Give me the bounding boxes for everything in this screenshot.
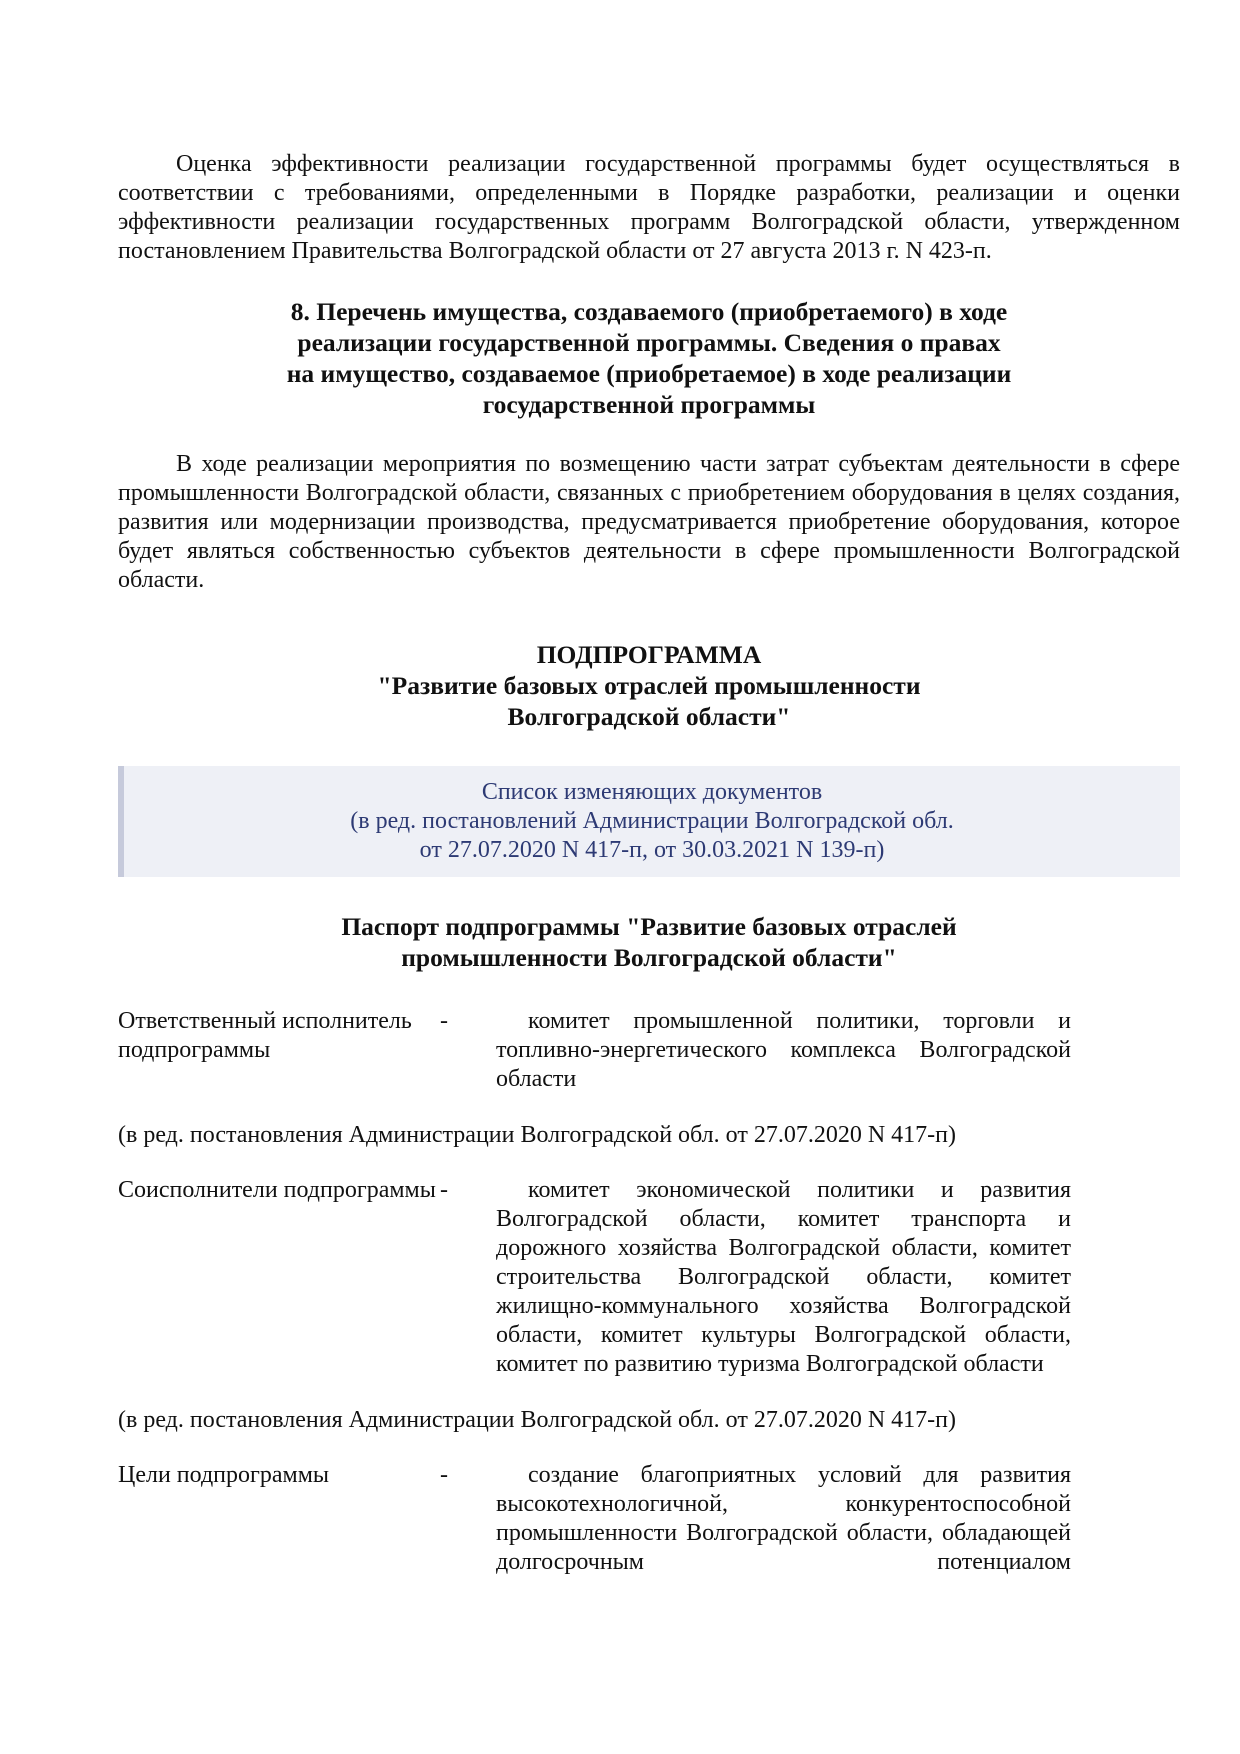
row-value: комитет промышленной политики, торговли и топливно-энергетического комплекса Волгоградской области — [496, 1008, 1071, 1092]
passport-title-line: Паспорт подпрограммы "Развитие базовых отраслей — [341, 912, 957, 941]
document-page — [118, 150, 1180, 1577]
row-value: создание благоприятных условий для развития высокотехнологичной, конкурентоспособной промышленности Волгоградской области, обладающей долгосрочным потенциалом — [496, 1462, 1071, 1575]
row-dash: - — [440, 1008, 448, 1034]
passport-title — [118, 911, 1180, 973]
section-8-paragraph: В ходе реализации мероприятия по возмещению части затрат субъектам деятельности в сфере промышленности Волгоградской области, связанных с приобретением оборудования в целях создания, развития или модернизации производства, предусматривается приобретение оборудования, которое будет являться собственностью субъектов деятельности в сфере промышленности Волгоградской области. — [118, 451, 1180, 593]
changes-line: Список изменяющих документов — [481, 779, 823, 805]
subprogram-title-line: Волгоградской области" — [507, 702, 791, 731]
subprogram-title-line: "Развитие базовых отраслей промышленности — [377, 671, 921, 700]
changes-list-box — [118, 766, 1180, 877]
row-label: Цели подпрограммы — [118, 1462, 330, 1488]
row-label: Ответственный исполнитель подпрограммы — [118, 1008, 412, 1063]
heading-line: 8. Перечень имущества, создаваемого (приобретаемого) в ходе — [290, 297, 1008, 326]
row-value: комитет экономической политики и развития Волгоградской области, комитет транспорта и дорожного хозяйства Волгоградской области, комитет строительства Волгоградской области, комитет жилищно-коммунального хозяйства Волгоградской области, комитет культуры Волгоградской области, комитет по развитию туризма Волгоградской области — [496, 1177, 1071, 1377]
intro-paragraph: Оценка эффективности реализации государственной программы будет осуществляться в соответствии с требованиями, определенными в Порядке разработки, реализации и оценки эффективности реализации государственных программ Волгоградской области, утвержденном постановлением Правительства Волгоградской области от 27 августа 2013 г. N 423-п. — [118, 151, 1180, 264]
heading-line: на имущество, создаваемое (приобретаемое) в ходе реализации — [286, 359, 1012, 388]
row-dash: - — [440, 1462, 448, 1488]
heading-line: государственной программы — [482, 390, 816, 419]
row-label: Соисполнители подпрограммы — [118, 1177, 436, 1203]
passport-row-responsible — [118, 1007, 1180, 1094]
passport-title-line: промышленности Волгоградской области" — [401, 943, 897, 972]
passport-row-coexecutors — [118, 1176, 1180, 1379]
subprogram-title-line: ПОДПРОГРАММА — [536, 640, 762, 669]
heading-line: реализации государственной программы. Сведения о правах — [297, 328, 1001, 357]
subprogram-title — [118, 639, 1180, 732]
changes-line: (в ред. постановлений Администрации Волгоградской обл. — [350, 808, 954, 834]
passport-row-goals — [118, 1461, 1180, 1577]
section-8-heading — [118, 296, 1180, 420]
row-dash: - — [440, 1177, 448, 1203]
changes-line: от 27.07.2020 N 417-п, от 30.03.2021 N 139-п) — [419, 837, 885, 863]
amendment-note: (в ред. постановления Администрации Волгоградской обл. от 27.07.2020 N 417-п) — [118, 1407, 956, 1433]
amendment-note: (в ред. постановления Администрации Волгоградской обл. от 27.07.2020 N 417-п) — [118, 1122, 956, 1148]
